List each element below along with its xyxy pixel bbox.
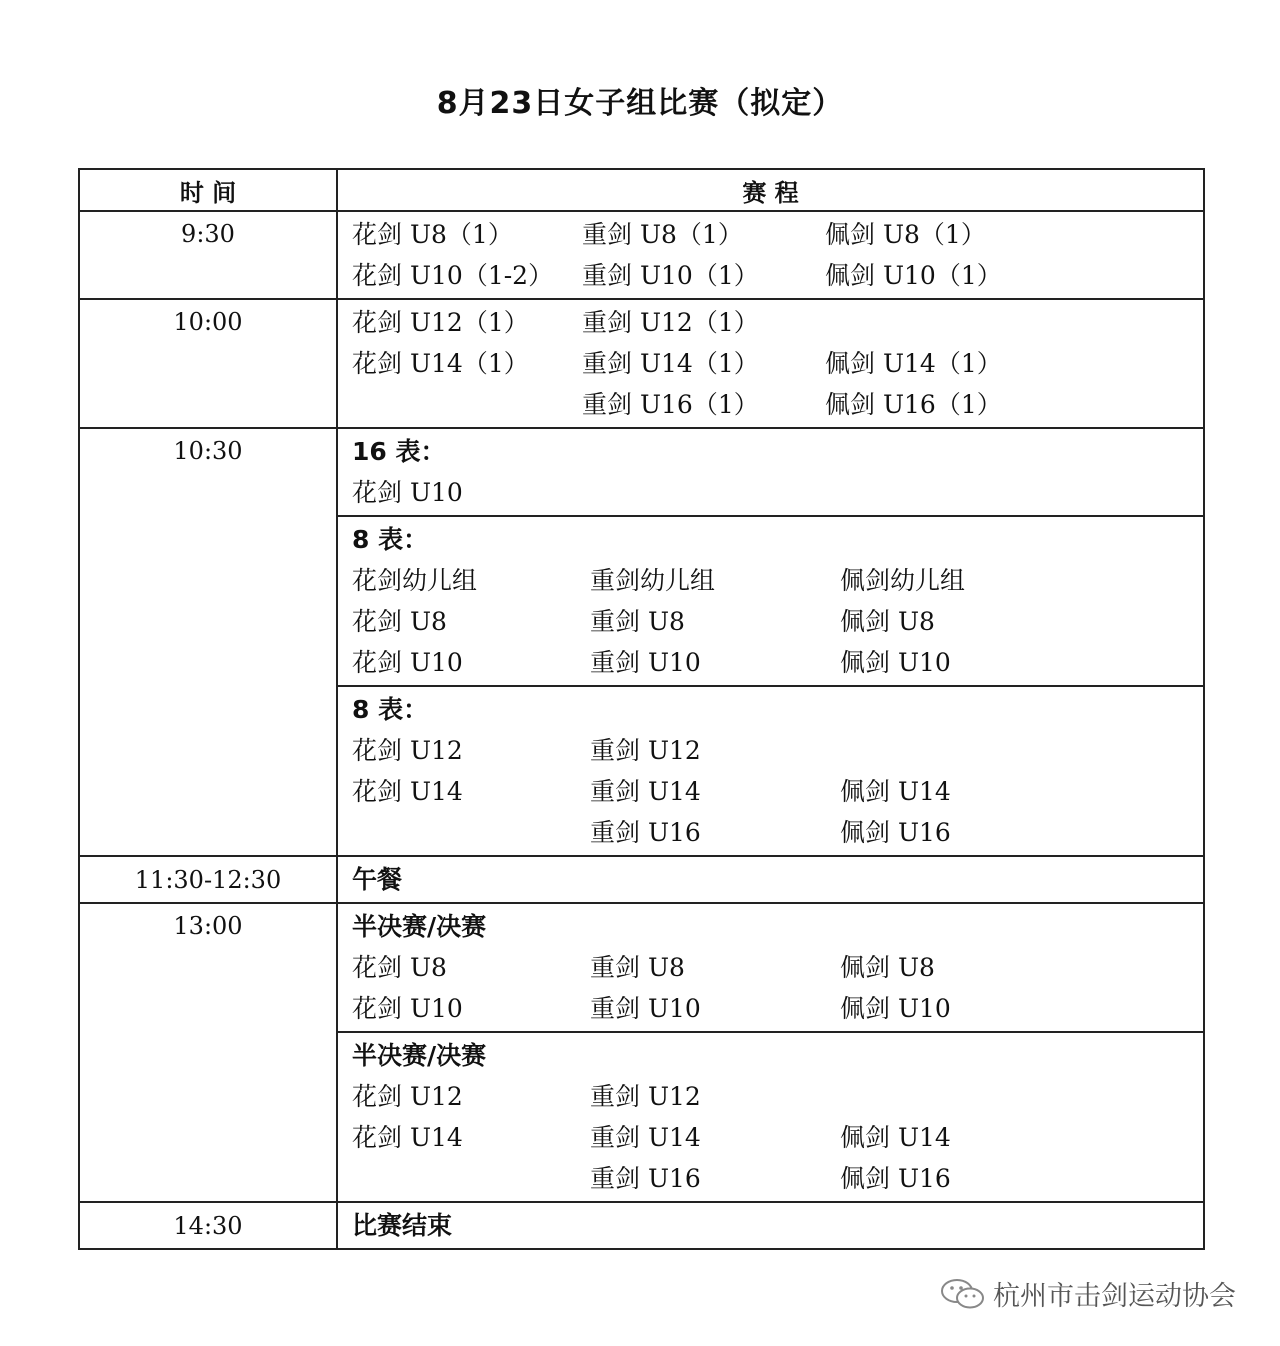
- sabre-event: 佩剑 U16: [840, 818, 951, 847]
- round-heading: 半决赛/决赛: [352, 912, 487, 941]
- schedule-column-header: 赛 程: [337, 169, 1204, 211]
- foil-event: 花剑 U14（1）: [352, 349, 529, 378]
- sabre-event: 佩剑 U10（1）: [825, 261, 1002, 290]
- sabre-event: 佩剑 U14: [840, 777, 951, 806]
- epee-event: 重剑 U12（1）: [582, 308, 759, 337]
- schedule-cell: [337, 903, 1204, 1032]
- event-block: [338, 429, 1203, 515]
- sabre-event: 佩剑 U8: [840, 607, 935, 636]
- epee-event: 重剑 U10: [590, 994, 701, 1023]
- foil-event: 花剑 U14: [352, 1123, 463, 1152]
- sabre-event: 佩剑 U10: [840, 994, 951, 1023]
- event-block: [338, 300, 1203, 427]
- event-line: [352, 255, 1203, 296]
- epee-event: 重剑 U12: [590, 1082, 701, 1111]
- event-line: [352, 642, 1203, 683]
- table-header-row: [79, 169, 1204, 211]
- table-row: [79, 856, 1204, 903]
- epee-event: 重剑 U10（1）: [582, 261, 759, 290]
- event-block: [338, 1033, 1203, 1201]
- round-heading: 半决赛/决赛: [352, 1041, 487, 1070]
- event-line: [352, 384, 1203, 425]
- time-cell: 9:30: [79, 211, 337, 299]
- round-heading: 16 表：: [352, 437, 446, 466]
- epee-event: 重剑 U10: [590, 648, 701, 677]
- page-title: 8月23日女子组比赛（拟定）: [436, 86, 844, 121]
- foil-event: 花剑 U10: [352, 478, 463, 507]
- sabre-event: 佩剑 U16（1）: [825, 390, 1002, 419]
- watermark-text: 杭州市击剑运动协会: [993, 1281, 1236, 1312]
- foil-event: 花剑 U8: [352, 953, 447, 982]
- event-block: [338, 1203, 1203, 1248]
- table-row: [79, 1202, 1204, 1249]
- epee-event: 重剑 U14: [590, 1123, 701, 1152]
- foil-event: 花剑 U10（1-2）: [352, 261, 554, 290]
- sabre-event: 佩剑 U14（1）: [825, 349, 1002, 378]
- event-line: [352, 988, 1203, 1029]
- end-label: 比赛结束: [352, 1211, 453, 1240]
- event-line: [352, 1117, 1203, 1158]
- event-block: [338, 687, 1203, 855]
- event-line: [352, 771, 1203, 812]
- lunch-label: 午餐: [352, 865, 403, 894]
- epee-event: 重剑 U8: [590, 607, 685, 636]
- epee-event: 重剑幼儿组: [590, 566, 716, 595]
- event-line: [352, 302, 1203, 343]
- time-column-header: 时 间: [79, 169, 337, 211]
- sabre-event: 佩剑 U16: [840, 1164, 951, 1193]
- event-block: [338, 857, 1203, 902]
- round-heading: 8 表：: [352, 695, 429, 724]
- table-row: [79, 299, 1204, 428]
- epee-event: 重剑 U16（1）: [582, 390, 759, 419]
- epee-event: 重剑 U12: [590, 736, 701, 765]
- event-line: [352, 812, 1203, 853]
- watermark: [939, 1274, 1236, 1313]
- event-line: [352, 472, 1203, 513]
- foil-event: 花剑 U14: [352, 777, 463, 806]
- epee-event: 重剑 U16: [590, 1164, 701, 1193]
- table-row: [79, 211, 1204, 299]
- schedule-cell: [337, 1202, 1204, 1249]
- foil-event: 花剑 U12（1）: [352, 308, 529, 337]
- round-heading: 8 表：: [352, 525, 429, 554]
- table-row: [79, 428, 1204, 516]
- foil-event: 花剑 U8: [352, 607, 447, 636]
- sabre-event: 佩剑 U14: [840, 1123, 951, 1152]
- sabre-event: 佩剑幼儿组: [840, 566, 966, 595]
- event-line: [352, 343, 1203, 384]
- epee-event: 重剑 U16: [590, 818, 701, 847]
- sabre-event: 佩剑 U10: [840, 648, 951, 677]
- schedule-cell: [337, 211, 1204, 299]
- table-row: [79, 903, 1204, 1032]
- foil-event: 花剑 U10: [352, 994, 463, 1023]
- schedule-cell: [337, 686, 1204, 856]
- foil-event: 花剑幼儿组: [352, 566, 478, 595]
- sabre-event: 佩剑 U8（1）: [825, 220, 986, 249]
- event-line: [352, 601, 1203, 642]
- time-cell: 10:00: [79, 299, 337, 428]
- event-block: [338, 904, 1203, 1031]
- schedule-cell: [337, 856, 1204, 903]
- sabre-event: 佩剑 U8: [840, 953, 935, 982]
- time-cell: 14:30: [79, 1202, 337, 1249]
- foil-event: 花剑 U12: [352, 1082, 463, 1111]
- schedule-cell: [337, 299, 1204, 428]
- epee-event: 重剑 U8: [590, 953, 685, 982]
- event-line: [352, 1076, 1203, 1117]
- event-line: [352, 560, 1203, 601]
- schedule-cell: [337, 516, 1204, 686]
- event-line: [352, 947, 1203, 988]
- foil-event: 花剑 U8（1）: [352, 220, 513, 249]
- wechat-icon: [939, 1277, 987, 1311]
- epee-event: 重剑 U8（1）: [582, 220, 743, 249]
- schedule-cell: [337, 1032, 1204, 1202]
- foil-event: 花剑 U10: [352, 648, 463, 677]
- epee-event: 重剑 U14: [590, 777, 701, 806]
- event-block: [338, 517, 1203, 685]
- foil-event: 花剑 U12: [352, 736, 463, 765]
- time-cell: 11:30-12:30: [79, 856, 337, 903]
- schedule-table: [78, 168, 1205, 1250]
- time-cell: 13:00: [79, 903, 337, 1202]
- epee-event: 重剑 U14（1）: [582, 349, 759, 378]
- event-line: [352, 214, 1203, 255]
- event-line: [352, 730, 1203, 771]
- event-line: [352, 1158, 1203, 1199]
- schedule-cell: [337, 428, 1204, 516]
- event-block: [338, 212, 1203, 298]
- time-cell: 10:30: [79, 428, 337, 856]
